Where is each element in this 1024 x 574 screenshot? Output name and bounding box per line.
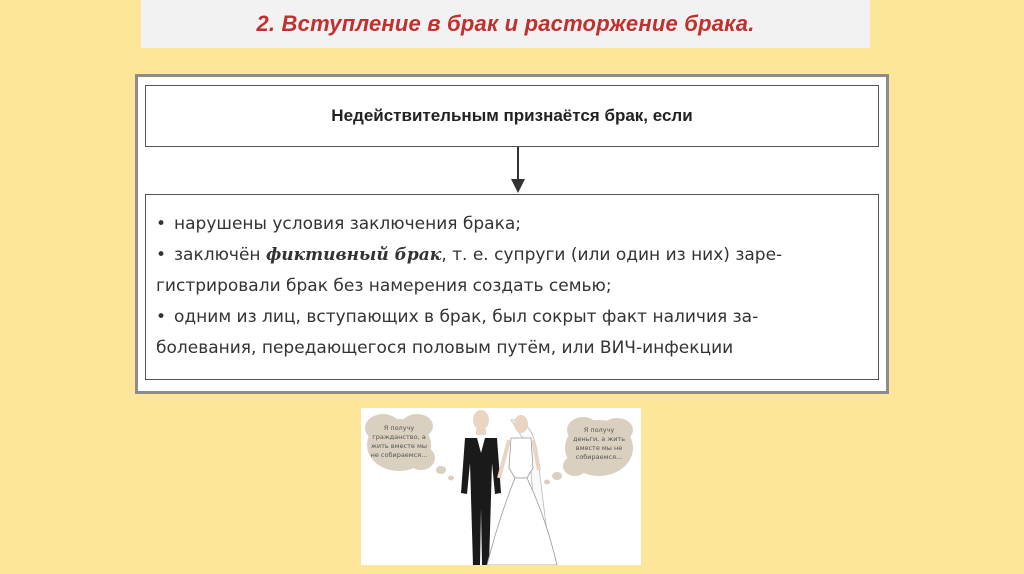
svg-text:Я получу: Я получу	[383, 424, 415, 432]
conditions-list	[145, 194, 879, 380]
svg-text:не собираемся...: не собираемся...	[370, 451, 428, 459]
bullet-icon: •	[156, 214, 167, 234]
slide-title: 2. Вступление в брак и расторжение брака.	[256, 11, 755, 36]
svg-text:собираемся...: собираемся...	[575, 453, 623, 461]
arrow-down-icon	[511, 179, 525, 193]
list-item: • одним из лиц, вступающих в брак, был сокрыт факт наличия за- болевания, передающегося половым путём, или ВИЧ-инфекции	[156, 302, 868, 364]
fictitious-marriage-illustration	[361, 408, 641, 565]
svg-text:гражданство, а: гражданство, а	[372, 433, 426, 441]
thought-bubble-right	[544, 417, 633, 485]
scheme-diagram	[135, 74, 889, 394]
svg-text:вместе мы не: вместе мы не	[575, 444, 623, 452]
title-bar	[141, 0, 870, 48]
bullet-icon: •	[156, 245, 167, 265]
emphasis-term: фиктивный брак	[265, 245, 442, 265]
list-item: • заключён фиктивный брак, т. е. супруги (или один из них) заре- гистрировали брак без намерения создать семью;	[156, 240, 868, 302]
list-item: • нарушены условия заключения брака;	[156, 209, 868, 240]
svg-text:Я получу: Я получу	[583, 426, 615, 434]
scheme-header: Недействительным признаётся брак, если	[331, 106, 693, 125]
scheme-header-box	[145, 85, 879, 147]
svg-text:деньги, а жить: деньги, а жить	[572, 435, 626, 443]
bullet-icon: •	[156, 307, 167, 327]
couple-illustration	[361, 408, 641, 565]
thought-bubble-left	[365, 414, 454, 481]
svg-text:жить вместе мы: жить вместе мы	[371, 442, 427, 450]
